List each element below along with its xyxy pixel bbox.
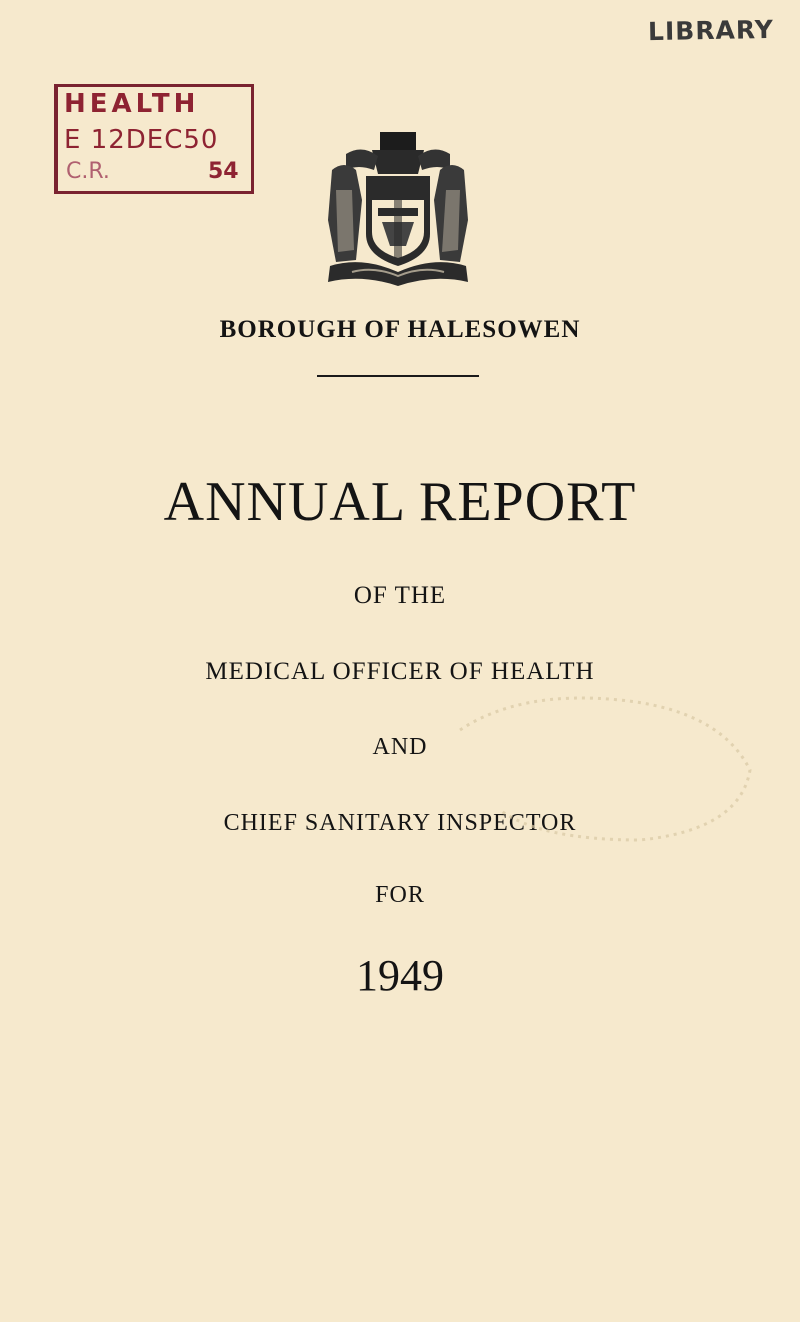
report-year: 1949 <box>356 951 444 1000</box>
health-date-stamp <box>54 84 254 194</box>
paper-stain <box>440 690 770 850</box>
divider-rule <box>317 375 479 377</box>
of-the-text: OF THE <box>353 582 447 609</box>
report-title: ANNUAL REPORT <box>163 471 637 533</box>
stamp-number: 54 <box>208 159 239 184</box>
inspector-title: CHIEF SANITARY INSPECTOR <box>223 810 577 836</box>
borough-name: BOROUGH OF HALESOWEN <box>219 316 581 343</box>
stamp-date: E 12DEC50 <box>64 125 219 155</box>
library-stamp: LIBRARY <box>647 14 775 47</box>
for-text: FOR <box>375 882 425 908</box>
stamp-department: HEALTH <box>64 89 200 119</box>
coat-of-arms-icon <box>322 130 474 290</box>
and-text: AND <box>372 734 428 760</box>
stamp-code: C.R. <box>66 159 110 184</box>
officer-title: MEDICAL OFFICER OF HEALTH <box>205 658 595 685</box>
